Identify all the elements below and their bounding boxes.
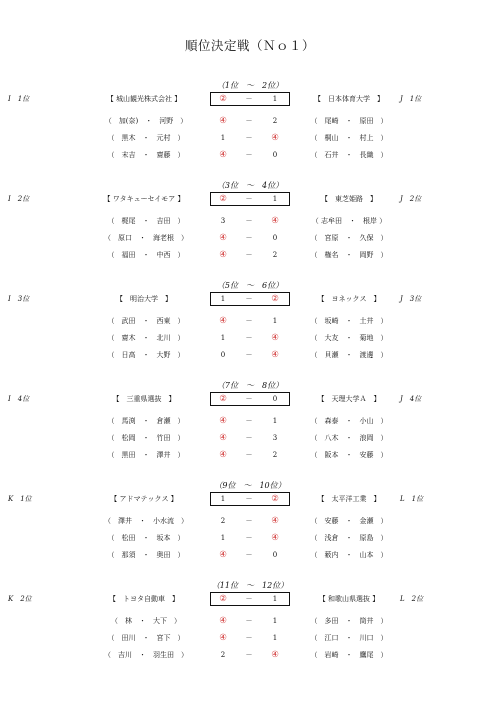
left-group-position: K 2位	[8, 595, 32, 603]
match-row	[0, 532, 500, 544]
team-right-name: 【 太平洋工業 】	[317, 495, 381, 503]
right-group-position: J 2位	[400, 195, 422, 203]
right-score: 2	[272, 117, 278, 125]
left-pair: （ 那須 ・ 奥田 ）	[107, 551, 185, 559]
match-block	[0, 480, 500, 576]
right-group-position: J 1位	[400, 95, 422, 103]
right-pair: （ 坂崎 ・ 土井 ）	[310, 317, 388, 325]
team-left-name: 【 三重県選抜 】	[112, 395, 176, 403]
right-pair: （ 八木 ・ 浪岡 ）	[310, 434, 388, 442]
team-score-right: ②	[271, 294, 279, 304]
left-pair: （ 日高 ・ 大野 ）	[107, 351, 185, 359]
match-block	[0, 380, 500, 476]
team-row	[0, 93, 500, 105]
team-score-right: 1	[272, 595, 278, 603]
left-pair: （ 澤井 ・ 小水流 ）	[104, 517, 188, 525]
left-score: ④	[219, 550, 227, 560]
left-pair: （ 吉川 ・ 羽生田 ）	[104, 651, 188, 659]
match-row	[0, 149, 500, 161]
team-score-left: ②	[219, 94, 227, 104]
match-row	[0, 115, 500, 127]
left-pair: （ 加(奈) ・ 河野 ）	[104, 117, 188, 125]
right-score: 0	[272, 551, 278, 559]
right-pair: （ 宮原 ・ 久保 ）	[310, 234, 388, 242]
score-separator: －	[245, 551, 253, 559]
left-pair: （ 武田 ・ 西東 ）	[107, 317, 185, 325]
score-separator: －	[245, 651, 253, 659]
team-row	[0, 593, 500, 605]
left-pair: （ 末吉 ・ 齋藤 ）	[107, 151, 185, 159]
right-score: ④	[271, 133, 279, 143]
score-separator: －	[245, 351, 253, 359]
score-separator: －	[245, 517, 253, 525]
right-group-position: L 1位	[400, 495, 424, 503]
right-pair: （ 権名 ・ 岡野 ）	[310, 251, 388, 259]
right-group-position: J 4位	[400, 395, 422, 403]
team-row	[0, 493, 500, 505]
placement-range: （7位 ～ 8位）	[216, 381, 284, 390]
left-score: 1	[220, 134, 226, 142]
right-score: 1	[272, 317, 278, 325]
team-right-name: 【 日本体育大学 】	[314, 95, 384, 103]
score-separator: －	[245, 334, 253, 342]
team-left-name: 【 トヨタ自動車 】	[109, 595, 179, 603]
team-score-right: 0	[272, 395, 278, 403]
match-row	[0, 615, 500, 627]
left-pair: （ 林 ・ 大下 ）	[111, 617, 181, 625]
team-right-name: 【 和歌山県選抜 】	[318, 595, 380, 603]
left-score: ④	[219, 116, 227, 126]
match-block	[0, 180, 500, 276]
right-pair: （ 岩崎 ・ 鷹尾 ）	[310, 651, 388, 659]
team-right-name: 【 天理大学Ａ 】	[317, 395, 381, 403]
score-separator: －	[245, 451, 253, 459]
team-left-name: 【 アドマテックス 】	[110, 495, 178, 503]
right-group-position: L 2位	[400, 595, 424, 603]
left-pair: （ 原口 ・ 海老根 ）	[104, 234, 188, 242]
right-score: ④	[271, 350, 279, 360]
right-pair: （ 大友 ・ 菊地 ）	[310, 334, 388, 342]
match-block	[0, 280, 500, 376]
right-group-position: J 3位	[400, 295, 422, 303]
left-pair: （ 馬渕 ・ 倉瀬 ）	[107, 417, 185, 425]
left-score: ④	[219, 150, 227, 160]
left-score: 2	[220, 517, 226, 525]
match-row	[0, 549, 500, 561]
match-block	[0, 80, 500, 176]
right-pair: （ 石井 ・ 長織 ）	[310, 151, 388, 159]
right-score: 0	[272, 151, 278, 159]
left-pair: （ 松田 ・ 坂本 ）	[107, 534, 185, 542]
team-score-right: 1	[272, 95, 278, 103]
match-row	[0, 232, 500, 244]
left-score: ④	[219, 233, 227, 243]
page-title: 順位決定戦（Ｎｏ１）	[184, 38, 315, 53]
team-score-left: 1	[220, 295, 226, 303]
left-score: 1	[220, 534, 226, 542]
score-separator: －	[245, 251, 253, 259]
score-separator: －	[245, 134, 253, 142]
placement-range: （5位 ～ 6位）	[216, 281, 284, 290]
left-score: ④	[219, 316, 227, 326]
right-pair: （ 江口 ・ 川口 ）	[310, 634, 388, 642]
right-pair: （ 安藤 ・ 金瀬 ）	[310, 517, 388, 525]
match-row	[0, 432, 500, 444]
team-score-left: ②	[219, 394, 227, 404]
score-separator: －	[245, 117, 253, 125]
right-pair: （ 浅倉 ・ 原島 ）	[310, 534, 388, 542]
right-score: 2	[272, 251, 278, 259]
right-pair: （ 多田 ・ 筒井 ）	[310, 617, 388, 625]
team-score-left: ②	[219, 594, 227, 604]
right-score: ④	[271, 216, 279, 226]
right-pair: （ 阪本 ・ 安藤 ）	[310, 451, 388, 459]
team-right-name: 【 東芝姫路 】	[321, 195, 377, 203]
match-row	[0, 215, 500, 227]
score-separator: －	[245, 595, 253, 603]
match-row	[0, 415, 500, 427]
score-separator: －	[245, 317, 253, 325]
placement-range: （1位 ～ 2位）	[216, 81, 284, 90]
score-separator: －	[245, 534, 253, 542]
left-group-position: I 3位	[8, 295, 30, 303]
match-row	[0, 332, 500, 344]
right-score: 1	[272, 617, 278, 625]
team-left-name: 【 城山観光株式会社 】	[106, 95, 182, 103]
right-score: 3	[272, 434, 278, 442]
right-score: 2	[272, 451, 278, 459]
left-pair: （ 福田 ・ 中西 ）	[107, 251, 185, 259]
left-score: ④	[219, 616, 227, 626]
left-score: 0	[220, 351, 226, 359]
team-right-name: 【 ヨネックス 】	[317, 295, 381, 303]
score-separator: －	[245, 617, 253, 625]
team-score-right: ②	[271, 494, 279, 504]
left-group-position: I 4位	[8, 395, 30, 403]
left-pair: （ 梶尾 ・ 吉田 ）	[107, 217, 185, 225]
score-separator: －	[245, 295, 253, 303]
right-pair: （ 貝瀬 ・ 渡邊 ）	[310, 351, 388, 359]
team-left-name: 【 ワタキューセイモア 】	[103, 195, 185, 203]
match-row	[0, 249, 500, 261]
left-score: ④	[219, 433, 227, 443]
match-row	[0, 349, 500, 361]
team-row	[0, 293, 500, 305]
left-pair: （ 黒木 ・ 元村 ）	[107, 134, 185, 142]
right-score: ④	[271, 333, 279, 343]
score-separator: －	[245, 95, 253, 103]
right-score: 1	[272, 417, 278, 425]
left-group-position: K 1位	[8, 495, 32, 503]
right-score: ④	[271, 533, 279, 543]
match-row	[0, 132, 500, 144]
left-score: ④	[219, 450, 227, 460]
left-score: ④	[219, 416, 227, 426]
left-pair: （ 田川 ・ 宮下 ）	[107, 634, 185, 642]
team-score-left: 1	[220, 495, 226, 503]
match-row	[0, 515, 500, 527]
right-pair: （ 森泰 ・ 小山 ）	[310, 417, 388, 425]
match-row	[0, 649, 500, 661]
team-score-left: ②	[219, 194, 227, 204]
left-group-position: I 1位	[8, 95, 30, 103]
left-score: ④	[219, 250, 227, 260]
placement-range: （11位 ～ 12位）	[211, 581, 289, 590]
right-score: ④	[271, 516, 279, 526]
score-separator: －	[245, 417, 253, 425]
left-score: 2	[220, 651, 226, 659]
left-score: 3	[220, 217, 226, 225]
left-pair: （ 黒田 ・ 澤井 ）	[107, 451, 185, 459]
score-separator: －	[245, 634, 253, 642]
score-separator: －	[245, 395, 253, 403]
placement-range: （9位 ～ 10位）	[214, 481, 286, 490]
team-row	[0, 393, 500, 405]
score-separator: －	[245, 195, 253, 203]
match-row	[0, 449, 500, 461]
left-pair: （ 松岡 ・ 竹田 ）	[107, 434, 185, 442]
left-group-position: I 2位	[8, 195, 30, 203]
left-pair: （ 齋木 ・ 北川 ）	[107, 334, 185, 342]
right-pair: （ 薮内 ・ 山本 ）	[310, 551, 388, 559]
right-pair: （ 桐山 ・ 村上 ）	[310, 134, 388, 142]
right-score: ④	[271, 650, 279, 660]
right-score: 1	[272, 634, 278, 642]
team-row	[0, 193, 500, 205]
placement-range: （3位 ～ 4位）	[216, 181, 284, 190]
team-left-name: 【 明治大学 】	[116, 295, 172, 303]
score-separator: －	[245, 434, 253, 442]
match-row	[0, 632, 500, 644]
score-separator: －	[245, 234, 253, 242]
right-pair: （ 志牟田 ・ 根岸 ）	[311, 217, 387, 225]
right-pair: （ 尾崎 ・ 原田 ）	[310, 117, 388, 125]
team-score-right: 1	[272, 195, 278, 203]
left-score: ④	[219, 633, 227, 643]
match-block	[0, 580, 500, 676]
right-score: 0	[272, 234, 278, 242]
match-row	[0, 315, 500, 327]
score-separator: －	[245, 217, 253, 225]
score-separator: －	[245, 495, 253, 503]
score-separator: －	[245, 151, 253, 159]
left-score: 1	[220, 334, 226, 342]
